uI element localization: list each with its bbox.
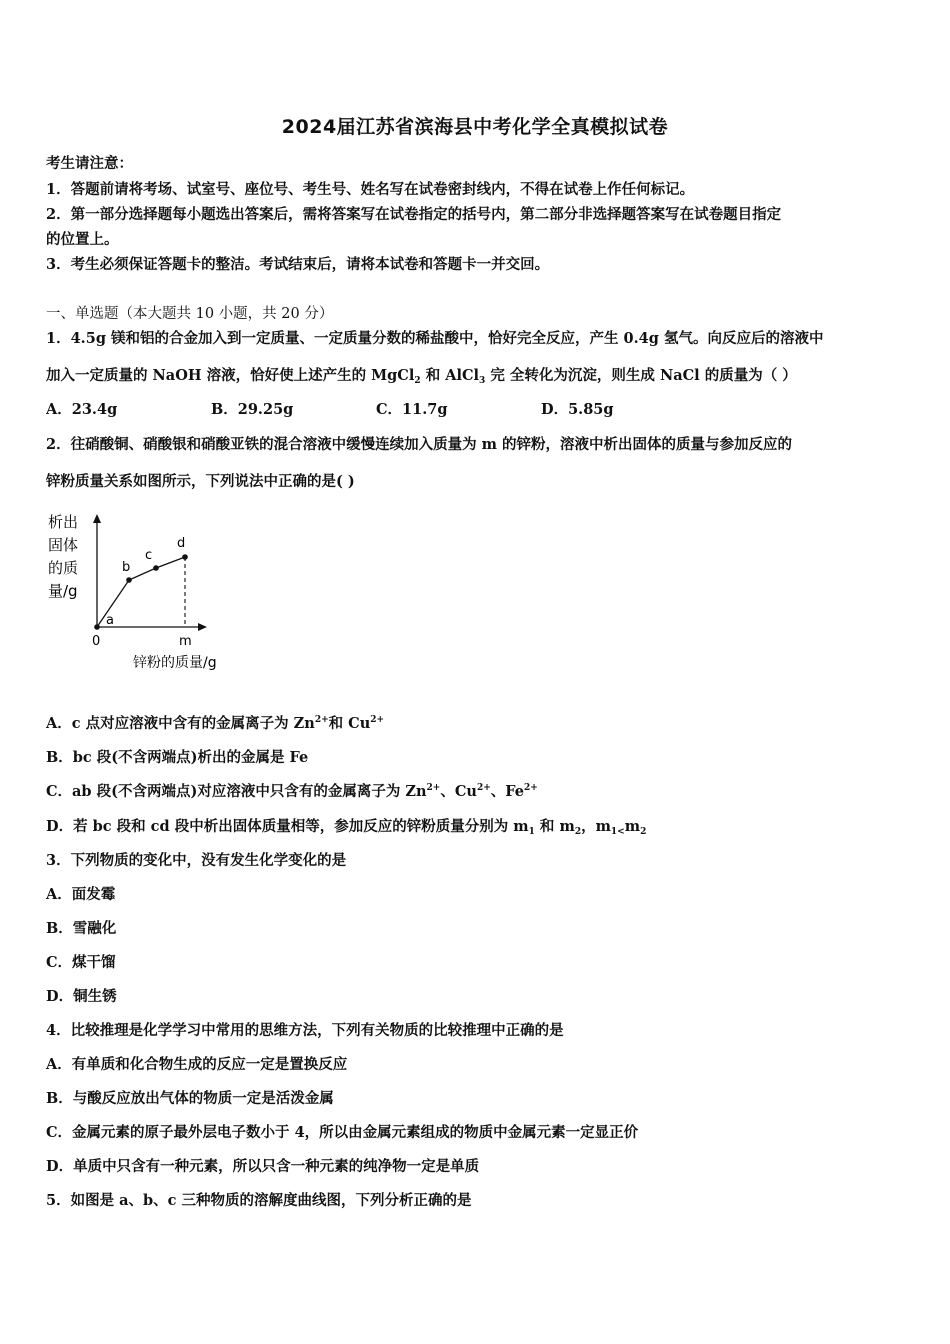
- q4-option-a: A．有单质和化合物生成的反应一定是置换反应: [46, 1056, 348, 1073]
- point-a: [94, 624, 100, 630]
- x-axis-label: 锌粉的质量/g: [133, 655, 217, 671]
- x-axis-arrow: [198, 623, 207, 631]
- q2-text: C．ab 段(不含两端点)对应溶液中只含有的金属离子为 Zn: [46, 783, 427, 800]
- point-label-a: a: [106, 613, 114, 628]
- q2-stem-line1: 2．往硝酸铜、硝酸银和硝酸亚铁的混合溶液中缓慢连续加入质量为 m 的锌粉，溶液中析出固体的质量与参加反应的: [46, 436, 793, 453]
- q2-option-c: [46, 780, 538, 801]
- q2-text: 和 m: [534, 818, 575, 835]
- q2-stem-line2: 锌粉质量关系如图所示，下列说法中正确的是( ): [46, 473, 355, 490]
- point-c: [153, 565, 159, 571]
- point-label-b: b: [122, 560, 131, 575]
- notice-item: 2．第一部分选择题每小题选出答案后，需将答案写在试卷指定的括号内，第二部分非选择题答案写在试卷题目指定: [46, 206, 782, 223]
- q2-sup: 2+: [314, 715, 329, 725]
- notice-item: 1．答题前请将考场、试室号、座位号、考生号、姓名写在试卷密封线内，不得在试卷上作任何标记。: [46, 181, 695, 198]
- q2-option-d: [46, 815, 646, 837]
- q2-sub: 2: [640, 827, 647, 837]
- q2-sup: 2+: [370, 715, 385, 725]
- point-b: [126, 577, 132, 583]
- q1-option-b: B．29.25g: [211, 401, 294, 418]
- q1-text: 加入一定质量的 NaOH 溶液，恰好使上述产生的 MgCl: [46, 367, 415, 384]
- q2-text: 、Cu: [440, 783, 477, 800]
- q1-sub: 2: [414, 376, 421, 386]
- x-tick-m: m: [179, 634, 192, 649]
- q2-text: D．若 bc 段和 cd 段中析出固体质量相等，参加反应的锌粉质量分别为 m: [46, 818, 529, 835]
- q3-option-b: B．雪融化: [46, 920, 117, 937]
- page-title: 2024届江苏省滨海县中考化学全真模拟试卷: [281, 116, 669, 138]
- q3-option-d: D．铜生锈: [46, 988, 117, 1005]
- q2-graph: [40, 505, 260, 680]
- y-axis-label-line: 析出: [48, 513, 79, 531]
- q4-option-b: B．与酸反应放出气体的物质一定是活泼金属: [46, 1090, 334, 1107]
- y-axis-label-line: 的质: [48, 559, 79, 577]
- q1-option-a: A．23.4g: [46, 401, 118, 418]
- q2-text: m: [624, 818, 641, 835]
- q3-option-a: A．面发霉: [46, 886, 116, 903]
- q4-stem: 4．比较推理是化学学习中常用的思维方法，下列有关物质的比较推理中正确的是: [46, 1022, 564, 1039]
- q2-sub: 2: [574, 827, 582, 837]
- q1-stem-line1: 1．4.5g 镁和铝的合金加入到一定质量、一定质量分数的稀盐酸中，恰好完全反应，产生 0.4g 氢气。向反应后的溶液中: [46, 330, 824, 347]
- point-label-d: d: [177, 536, 186, 551]
- q1-option-d: D．5.85g: [541, 401, 614, 418]
- q1-text: 和 AlCl: [420, 367, 480, 384]
- y-axis-label-line: 量/g: [48, 582, 78, 600]
- q3-stem: 3．下列物质的变化中，没有发生化学变化的是: [46, 852, 347, 869]
- q2-sup: 2+: [426, 783, 441, 793]
- point-d: [182, 554, 188, 560]
- notice-item: 的位置上。: [46, 231, 119, 248]
- q1-option-c: C．11.7g: [376, 401, 448, 418]
- q1-stem-line2: [46, 364, 797, 386]
- q2-text: 、Fe: [490, 783, 524, 800]
- q2-sub: 1: [528, 827, 535, 837]
- origin-label: 0: [92, 634, 101, 649]
- y-axis-label-line: 固体: [48, 536, 79, 554]
- q2-text: 和 Cu: [328, 715, 371, 732]
- q2-option-b: B．bc 段(不含两端点)析出的金属是 Fe: [46, 749, 309, 766]
- q2-sup: 2+: [476, 783, 491, 793]
- point-label-c: c: [145, 548, 153, 563]
- q2-text: A．c 点对应溶液中含有的金属离子为 Zn: [46, 715, 315, 732]
- q2-sub: 1<: [610, 827, 625, 837]
- section-heading: 一、单选题（本大题共 10 小题，共 20 分）: [46, 306, 334, 322]
- q4-option-d: D．单质中只含有一种元素，所以只含一种元素的纯净物一定是单质: [46, 1158, 480, 1175]
- q1-sub: 3: [479, 376, 486, 386]
- q5-stem: 5．如图是 a、b、c 三种物质的溶解度曲线图，下列分析正确的是: [46, 1192, 472, 1209]
- q2-sup: 2+: [523, 783, 538, 793]
- q2-text: ，m: [581, 818, 611, 835]
- q2-option-a: [46, 712, 384, 733]
- notice-item: 3．考生必须保证答题卡的整洁。考试结束后，请将本试卷和答题卡一并交回。: [46, 256, 550, 273]
- y-axis-arrow: [93, 514, 101, 523]
- notice-heading: 考生请注意：: [46, 155, 133, 172]
- q1-options: [46, 398, 614, 419]
- q1-text: 完 全转化为沉淀，则生成 NaCl 的质量为（ ）: [485, 367, 797, 384]
- q3-option-c: C．煤干馏: [46, 954, 116, 971]
- q4-option-c: C．金属元素的原子最外层电子数小于 4，所以由金属元素组成的物质中金属元素一定显正价: [46, 1124, 639, 1141]
